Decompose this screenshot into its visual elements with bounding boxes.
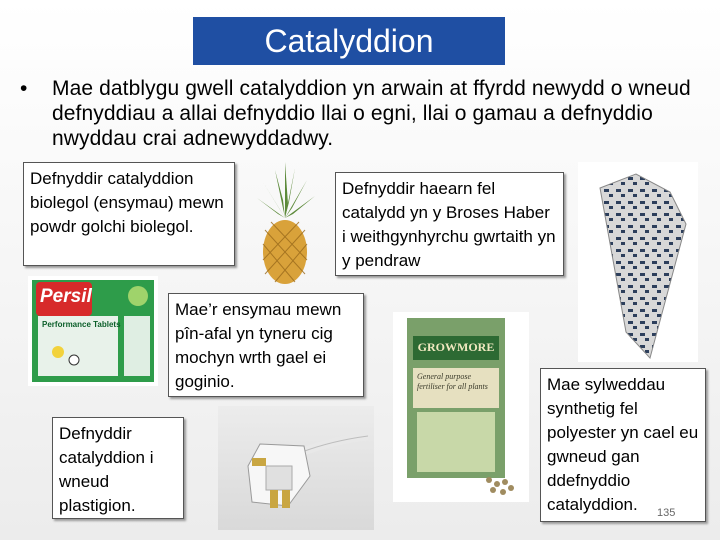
pineapple-image [245,160,325,284]
persil-sub-text: Performance Tablets [42,320,121,329]
caption-plastics: Defnyddir catalyddion i wneud plastigion. [52,417,184,519]
growmore-sub-text: General purpose fertiliser for all plants [417,372,488,391]
slide-title: Catalyddion [193,17,505,65]
caption-washing-powder: Defnyddir catalyddion biolegol (ensymau) mewn powdr golchi biolegol. [23,162,235,266]
caption-polyester: Mae sylweddau synthetig fel polyester yn cael eu gwneud gan ddefnyddio catalyddion. [540,368,706,522]
page-number: 135 [657,507,676,519]
bullet-dot: • [20,77,28,100]
plastic-plug-image [218,406,374,530]
bullet-text: Mae datblygu gwell catalyddion yn arwain at ffyrdd newydd o wneud defnyddiau a allai defnyddio llai o egni, llai o gamau a defnyddio nwyddau crai adnewyddadwy. [52,77,691,150]
caption-haber-process: Defnyddir haearn fel catalydd yn y Broses Haber i weithgynhyrchu gwrtaith yn y pendraw [335,172,564,276]
growmore-brand-text: GROWMORE [417,340,495,354]
polyester-tie-image [578,162,698,362]
persil-brand-text: Persil [40,286,92,307]
growmore-fertiliser-image [393,312,529,502]
persil-box-image [28,276,158,386]
caption-pineapple-enzymes: Mae’r ensymau mewn pîn-afal yn tyneru cig mochyn wrth gael ei goginio. [168,293,364,397]
